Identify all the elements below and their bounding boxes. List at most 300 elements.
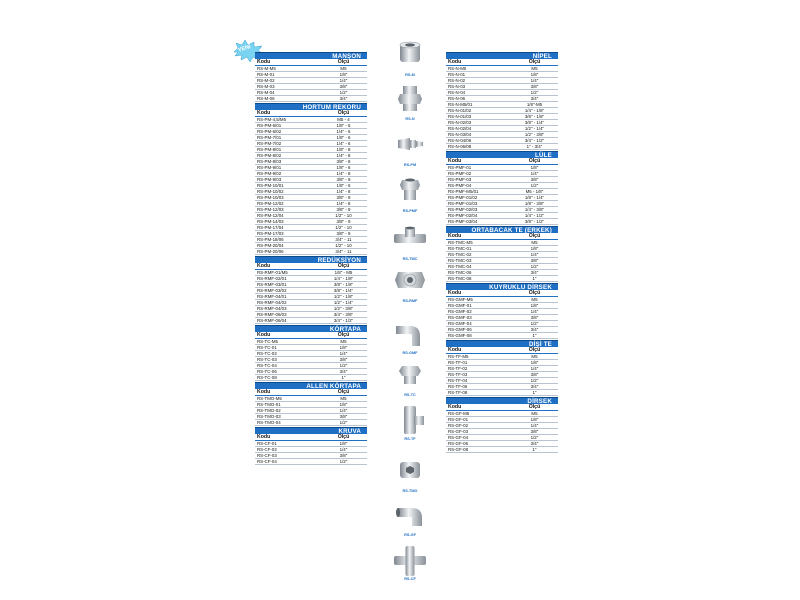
cell-size: 1/8" - M5	[334, 270, 353, 275]
cell-code: RS-N-01/02	[448, 108, 472, 113]
column-header-code: Kodu	[448, 158, 462, 164]
cell-code: RS-N-M5	[448, 66, 467, 71]
table-ko-rtapa	[255, 325, 367, 381]
cell-code: RS-GF-03	[448, 429, 469, 434]
table-row	[255, 420, 367, 426]
cell-code: RS-PMF-01	[448, 165, 472, 170]
plug-icon	[390, 360, 430, 392]
cell-code: RS-PM-8/01	[257, 147, 282, 152]
product-image-rs-gf	[390, 500, 430, 537]
cell-size: 1/8"	[339, 345, 348, 350]
table-kuyruklu-di-rsek	[446, 283, 558, 339]
cell-code: RS-GMF-04	[448, 321, 472, 326]
cell-size: 3/8"	[530, 429, 539, 434]
product-image-rs-m	[390, 40, 430, 77]
table-kruva	[255, 427, 367, 465]
cell-size: 1/4" - 1/2"	[524, 213, 545, 218]
cell-code: RS-N-02/04	[448, 126, 472, 131]
table-row	[255, 249, 367, 255]
product-image-rs-gmf	[390, 318, 430, 355]
cell-size: 1"	[532, 333, 537, 338]
hose-fitting-icon	[390, 130, 430, 162]
cell-code: RS-TC-04	[257, 363, 277, 368]
table-di-rsek	[446, 397, 558, 453]
cross-icon	[390, 544, 430, 576]
cell-code: RS-PMF-02	[448, 171, 472, 176]
female-tee-icon	[390, 404, 430, 436]
cell-size: 1/4"	[339, 447, 348, 452]
nozzle-icon	[390, 176, 430, 208]
cell-code: RS-PM-6/01	[257, 123, 282, 128]
cell-code: RS-TMC-08	[448, 276, 472, 281]
cell-code: RS-TF-04	[448, 378, 468, 383]
cell-code: RS-RMF-04/02	[257, 300, 287, 305]
cell-code: RS-PM-18/06	[257, 237, 284, 242]
cell-code: RS-TMC-02	[448, 252, 472, 257]
table-allen-ko-rtapa	[255, 382, 367, 426]
cell-size: 1/8"	[530, 303, 539, 308]
cell-code: RS-PM-9/03	[257, 177, 282, 182]
cell-size: 1"	[532, 276, 537, 281]
cell-code: RS-PM-4,5/M5	[257, 117, 287, 122]
product-image-rs-pmf	[390, 176, 430, 213]
cell-size: 1/2" - 10	[335, 225, 352, 230]
cell-size: 1/2" - 3/8"	[333, 306, 354, 311]
table-title: REDÜKSİYON	[255, 256, 367, 263]
cell-code: RS-TF-06	[448, 384, 468, 389]
cell-code: RS-TMO-04	[257, 420, 281, 425]
cell-code: RS-PM-7/01	[257, 135, 282, 140]
cell-code: RS-M-04	[257, 90, 275, 95]
table-row	[446, 219, 558, 225]
cell-size: 1/2"	[339, 363, 348, 368]
table-mans-on	[255, 52, 367, 102]
cell-size: 1/8" - 6	[336, 183, 351, 188]
cell-size: 3/8"	[339, 453, 348, 458]
table-header-row	[446, 290, 558, 297]
cell-size: M5	[340, 396, 347, 401]
column-header-code: Kodu	[257, 434, 271, 440]
product-code-label: RS-M	[405, 73, 415, 77]
cell-code: RS-TC-02	[257, 351, 277, 356]
table-ni-pel	[446, 52, 558, 150]
cell-code: RS-PM-8/02	[257, 153, 282, 158]
product-image-rs-tc	[390, 360, 430, 397]
product-code-label: RS-TMC	[402, 257, 418, 261]
product-image-rs-tf	[390, 404, 430, 441]
column-header-code: Kodu	[257, 263, 271, 269]
cell-code: RS-PM-20/06	[257, 249, 284, 254]
column-header-size: Ölçü	[528, 233, 541, 239]
column-header-size: Ölçü	[337, 434, 350, 440]
cell-code: RS-GF-02	[448, 423, 469, 428]
cell-code: RS-PM-14/03	[257, 219, 284, 224]
cell-code: RS-N-02/03	[448, 120, 472, 125]
cell-code: RS-N-M5/01	[448, 102, 473, 107]
cell-size: 1/2"	[530, 378, 539, 383]
product-image-rs-tmo	[390, 456, 430, 493]
cell-code: RS-N-01	[448, 72, 466, 77]
cell-size: 1/8"	[530, 246, 539, 251]
cell-code: RS-PM-10/03	[257, 195, 284, 200]
table-header-row	[446, 158, 558, 165]
cell-code: RS-CF-03	[257, 453, 277, 458]
cell-code: RS-PM-9/02	[257, 171, 282, 176]
cell-size: 1/8" - 6	[336, 123, 351, 128]
column-header-code: Kodu	[257, 389, 271, 395]
column-header-code: Kodu	[448, 290, 462, 296]
cell-code: RS-GF-M5	[448, 411, 470, 416]
cell-size: M5	[531, 297, 538, 302]
cell-code: RS-PMF-M5/01	[448, 189, 479, 194]
cell-code: RS-TMO-M5	[257, 396, 282, 401]
cell-code: RS-PM-17/04	[257, 225, 284, 230]
cell-code: RS-TC-08	[257, 375, 277, 380]
cell-code: RS-RMF-06/03	[257, 312, 287, 317]
cell-size: 3/8" - 9	[336, 207, 351, 212]
table-title: MANŞON	[255, 52, 367, 59]
cell-size: 3/8" - 9	[336, 219, 351, 224]
cell-code: RS-TMC-01	[448, 246, 472, 251]
cell-code: RS-N-04/06	[448, 138, 472, 143]
cell-size: 1"	[532, 447, 537, 452]
column-header-code: Kodu	[257, 332, 271, 338]
cell-code: RS-TC-06	[257, 369, 277, 374]
cell-code: RS-PM-12/03	[257, 207, 284, 212]
table-row	[446, 390, 558, 396]
cell-size: 3/4" - 11	[335, 237, 352, 242]
cell-size: 3/8"	[339, 414, 348, 419]
cell-size: 1/8"-M5	[526, 102, 543, 107]
cell-size: M5	[531, 354, 538, 359]
cell-size: M5	[531, 240, 538, 245]
cell-code: RS-RMF-04/03	[257, 306, 287, 311]
table-row	[446, 333, 558, 339]
column-header-size: Ölçü	[528, 347, 541, 353]
table-title: DİRSEK	[446, 397, 558, 404]
cell-code: RS-TF-08	[448, 390, 468, 395]
cell-code: RS-TC-01	[257, 345, 277, 350]
cell-code: RS-CF-01	[257, 441, 277, 446]
cell-size: 1/4" - 1/8"	[333, 276, 354, 281]
cell-size: 1/8" - 3/8"	[524, 201, 545, 206]
column-header-code: Kodu	[257, 110, 271, 116]
cell-size: 1/2" - 10	[335, 213, 352, 218]
cell-size: 1"	[341, 375, 346, 380]
cell-code: RS-PM-10/01	[257, 183, 284, 188]
cell-size: 3/8"	[530, 177, 539, 182]
cell-code: RS-RMF-03/02	[257, 288, 287, 293]
cell-size: 3/8" - 1/8"	[524, 114, 545, 119]
column-header-size: Ölçü	[337, 332, 350, 338]
cell-code: RS-CF-04	[257, 459, 277, 464]
cell-size: 1/2" - 10	[335, 243, 352, 248]
cell-size: 1/4"	[530, 366, 539, 371]
column-header-size: Ölçü	[337, 263, 350, 269]
nipple-icon	[390, 84, 430, 116]
cell-size: 3/4"	[530, 384, 539, 389]
cell-code: RS-RMF-06/04	[257, 318, 287, 323]
cell-size: 1/2" - 1/8"	[333, 294, 354, 299]
product-image-rs-n	[390, 84, 430, 121]
table-title: DİŞİ TE	[446, 340, 558, 347]
tee-icon	[390, 224, 430, 256]
cell-size: 1/4"	[530, 171, 539, 176]
cell-code: RS-PM-12/04	[257, 213, 284, 218]
cell-size: 1/8" - 1/4"	[524, 195, 545, 200]
cell-size: 3/4" - 1/2"	[524, 138, 545, 143]
table-header-row	[255, 332, 367, 339]
product-code-label: RS-PM	[403, 163, 417, 167]
cell-size: 1/8"	[530, 417, 539, 422]
cell-size: 1/8"	[530, 360, 539, 365]
cell-size: 3/8" - 9	[336, 231, 351, 236]
table-row	[446, 144, 558, 150]
column-header-size: Ölçü	[337, 389, 350, 395]
cell-size: 1/2" - 1/4"	[333, 300, 354, 305]
cell-size: 1/2"	[339, 90, 348, 95]
product-image-rs-tmc	[390, 224, 430, 261]
cell-size: M5	[531, 411, 538, 416]
cell-size: 3/8"	[530, 372, 539, 377]
cell-size: 3/8"	[339, 357, 348, 362]
cell-size: 1/4" - 1/8"	[524, 108, 545, 113]
cell-code: RS-GMF-M5	[448, 297, 473, 302]
cell-code: RS-TF-01	[448, 360, 468, 365]
cell-size: 1/4"	[530, 78, 539, 83]
cell-code: RS-TF-02	[448, 366, 468, 371]
cell-code: RS-TMO-02	[257, 408, 281, 413]
cell-code: RS-M-02	[257, 78, 275, 83]
column-header-size: Ölçü	[337, 110, 350, 116]
cell-size: M5 - 1/8"	[525, 189, 544, 194]
cell-size: 3/4"	[339, 96, 348, 101]
cell-size: 1/2"	[530, 90, 539, 95]
column-header-size: Ölçü	[528, 290, 541, 296]
cell-code: RS-CF-02	[257, 447, 277, 452]
cell-size: 3/4" - 1/2"	[333, 318, 354, 323]
cell-code: RS-GF-08	[448, 447, 469, 452]
product-image-rs-pm	[390, 130, 430, 167]
cell-size: 1/8"	[339, 402, 348, 407]
cell-code: RS-PMF-03	[448, 177, 472, 182]
cell-code: RS-PM-9/01	[257, 165, 282, 170]
cell-code: RS-N-03/04	[448, 132, 472, 137]
table-header-row	[446, 59, 558, 66]
allen-plug-icon	[390, 456, 430, 488]
cell-size: 1/2"	[530, 435, 539, 440]
table-title: LÜLE	[446, 151, 558, 158]
table-header-row	[255, 389, 367, 396]
cell-size: 3/8" - 1/4"	[333, 288, 354, 293]
cell-size: 3/8" - 8	[336, 159, 351, 164]
cell-code: RS-N-03	[448, 84, 466, 89]
column-header-code: Kodu	[257, 59, 271, 65]
cell-code: RS-M-06	[257, 96, 275, 101]
cell-size: 1/8" - 6	[336, 135, 351, 140]
cell-code: RS-M-M5	[257, 66, 276, 71]
cell-code: RS-PMF-03/04	[448, 219, 478, 224]
cell-code: RS-RMF-04/01	[257, 294, 287, 299]
cell-size: 1/4"	[530, 252, 539, 257]
cell-code: RS-TMO-01	[257, 402, 281, 407]
cell-size: 1/8"	[339, 441, 348, 446]
product-code-label: RS-PMF	[402, 209, 418, 213]
cell-size: 3/8" - 1/2"	[524, 219, 545, 224]
column-header-size: Ölçü	[337, 59, 350, 65]
cell-size: 1/4"	[339, 351, 348, 356]
cell-code: RS-N-02	[448, 78, 466, 83]
cell-size: 1/2"	[339, 420, 348, 425]
table-lu-le	[446, 151, 558, 225]
cell-size: 1/4"	[339, 408, 348, 413]
column-header-code: Kodu	[448, 233, 462, 239]
cell-size: 1" - 3/4"	[526, 144, 543, 149]
cell-code: RS-TMC-03	[448, 258, 472, 263]
cell-code: RS-TC-03	[257, 357, 277, 362]
cell-size: 3/4" - 11	[335, 249, 352, 254]
cell-code: RS-TF-M5	[448, 354, 469, 359]
left-tables-column	[255, 52, 367, 466]
product-image-rs-cf	[390, 544, 430, 581]
cell-size: 1/4"	[339, 78, 348, 83]
cell-code: RS-RMF-01/M5	[257, 270, 288, 275]
table-row	[255, 375, 367, 381]
cell-code: RS-PMF-04	[448, 183, 472, 188]
cell-size: 1/2"	[530, 183, 539, 188]
table-title: HORTUM REKORU	[255, 103, 367, 110]
cell-size: 3/4"	[530, 270, 539, 275]
cell-size: 1/4" - 8	[336, 153, 351, 158]
table-title: KÖRTAPA	[255, 325, 367, 332]
cell-size: 3/8" - 1/8"	[333, 282, 354, 287]
cell-code: RS-TMO-03	[257, 414, 281, 419]
product-image-rs-rmf	[390, 266, 430, 303]
cell-code: RS-RMF-03/01	[257, 282, 287, 287]
cell-size: 1/2" - 1/4"	[524, 126, 545, 131]
table-row	[255, 96, 367, 102]
right-tables-column	[446, 52, 558, 454]
table-ortabacak-te-erkek	[446, 226, 558, 282]
reducer-icon	[390, 266, 430, 298]
coupling-icon	[390, 40, 430, 72]
cell-size: 1/4" - 8	[336, 201, 351, 206]
table-hortum-rekoru	[255, 103, 367, 255]
product-code-label: RS-GMF	[402, 351, 418, 355]
table-header-row	[255, 263, 367, 270]
cell-code: RS-PMF-02/04	[448, 213, 478, 218]
cell-code: RS-N-06/08	[448, 144, 472, 149]
new-badge-label: YENİ	[237, 44, 252, 54]
table-header-row	[255, 110, 367, 117]
cell-code: RS-PMF-01/03	[448, 201, 478, 206]
cell-size: M5 - 4	[337, 117, 350, 122]
cell-size: 3/4"	[530, 327, 539, 332]
cell-code: RS-GMF-02	[448, 309, 472, 314]
cell-code: RS-PM-20/04	[257, 243, 284, 248]
cell-size: 1/4"	[530, 309, 539, 314]
cell-size: 1/4" - 8	[336, 189, 351, 194]
cell-code: RS-TMC-04	[448, 264, 472, 269]
elbow-icon	[390, 318, 430, 350]
column-header-code: Kodu	[448, 347, 462, 353]
column-header-size: Ölçü	[528, 404, 541, 410]
table-header-row	[446, 347, 558, 354]
table-row	[446, 276, 558, 282]
cell-code: RS-PMF-01/02	[448, 195, 478, 200]
cell-code: RS-N-04	[448, 90, 466, 95]
cell-code: RS-N-01/03	[448, 114, 472, 119]
table-title: KRUVA	[255, 427, 367, 434]
cell-code: RS-M-03	[257, 84, 275, 89]
table-header-row	[446, 404, 558, 411]
cell-size: 1/4" - 3/8"	[524, 207, 545, 212]
cell-code: RS-GF-01	[448, 417, 469, 422]
cell-code: RS-PM-7/02	[257, 141, 282, 146]
cell-size: M5	[340, 339, 347, 344]
cell-size: 3/4" - 3/8"	[333, 312, 354, 317]
cell-code: RS-M-01	[257, 72, 275, 77]
cell-code: RS-GF-06	[448, 441, 469, 446]
table-di-s-i-te	[446, 340, 558, 396]
cell-size: 1/4" - 6	[336, 141, 351, 146]
table-title: ALLEN KÖRTAPA	[255, 382, 367, 389]
table-title: NİPEL	[446, 52, 558, 59]
cell-code: RS-GMF-03	[448, 315, 472, 320]
cell-size: 1"	[532, 390, 537, 395]
cell-code: RS-PM-10/02	[257, 189, 284, 194]
cell-size: 3/8"	[530, 84, 539, 89]
cell-size: 3/8"	[530, 315, 539, 320]
cell-size: 3/4"	[530, 96, 539, 101]
cell-size: 1/2"	[530, 321, 539, 326]
table-row	[255, 318, 367, 324]
column-header-size: Ölçü	[528, 59, 541, 65]
column-header-size: Ölçü	[528, 158, 541, 164]
cell-size: 1/8"	[530, 165, 539, 170]
cell-code: RS-RMF-02/01	[257, 276, 287, 281]
cell-size: 3/8"	[339, 84, 348, 89]
table-header-row	[255, 59, 367, 66]
table-header-row	[446, 233, 558, 240]
cell-size: 1/2" - 3/8"	[524, 132, 545, 137]
cell-size: M5	[340, 66, 347, 71]
cell-size: 3/8" - 1/4"	[524, 120, 545, 125]
cell-code: RS-TMC-06	[448, 270, 472, 275]
table-row	[446, 447, 558, 453]
table-title: KUYRUKLU DİRSEK	[446, 283, 558, 290]
cell-size: 1/8" - 6	[336, 165, 351, 170]
cell-code: RS-GMF-06	[448, 327, 472, 332]
cell-code: RS-PM-8/03	[257, 159, 282, 164]
cell-code: RS-TF-03	[448, 372, 468, 377]
cell-code: RS-N-06	[448, 96, 466, 101]
elbow-female-icon	[390, 500, 430, 532]
cell-size: 3/8" - 9	[336, 177, 351, 182]
cell-code: RS-TC-M5	[257, 339, 278, 344]
product-code-label: RS-CF	[404, 577, 416, 581]
cell-code: RS-GMF-01	[448, 303, 472, 308]
cell-code: RS-GF-04	[448, 435, 469, 440]
product-code-label: RS-TC	[404, 393, 416, 397]
cell-code: RS-PMF-02/03	[448, 207, 478, 212]
cell-size: 1/8"	[339, 72, 348, 77]
column-header-code: Kodu	[448, 404, 462, 410]
table-redu-ksi-yon	[255, 256, 367, 324]
cell-size: 3/4"	[530, 441, 539, 446]
product-code-label: RS-RMF	[402, 299, 418, 303]
table-header-row	[255, 434, 367, 441]
